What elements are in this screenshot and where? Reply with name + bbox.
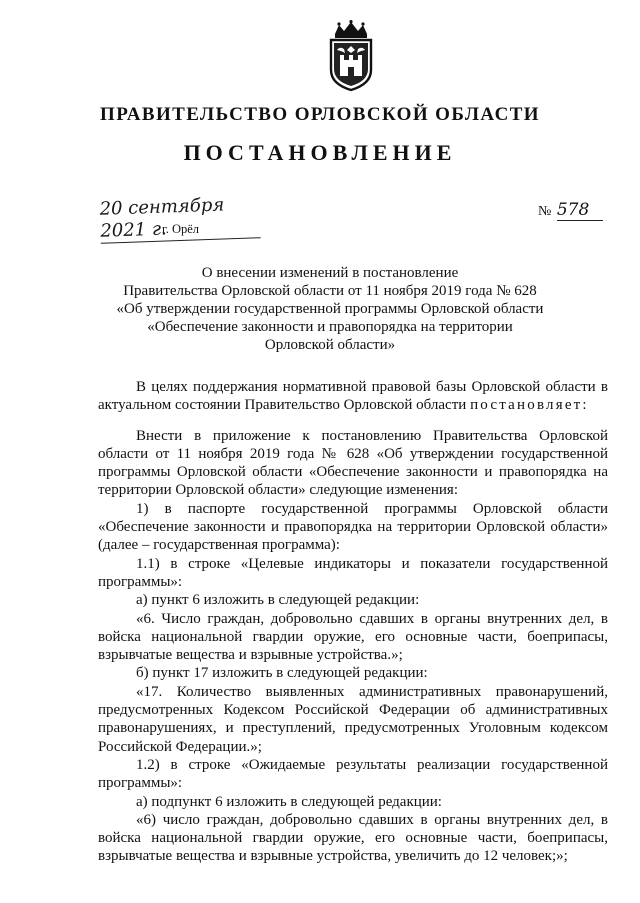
subject-line: О внесении изменений в постановление bbox=[201, 265, 459, 281]
subject-line: «Об утверждении государственной программы Орловской области bbox=[116, 301, 544, 317]
document-number bbox=[538, 200, 618, 221]
body-paragraph: «17. Количество выявленных административных правонарушений, предусмотренных Кодексом Российской Федерации об административных правонарушениях, и преступлений, предусмотренных Уголовным кодексом Российской Федерации.»; bbox=[98, 683, 608, 755]
body-paragraph: 1.2) в строке «Ожидаемые результаты реализации государственной программы»: bbox=[98, 756, 608, 792]
resolves-word: постановляет: bbox=[470, 397, 589, 414]
body-paragraph: б) пункт 17 изложить в следующей редакции: bbox=[136, 665, 428, 682]
subject-line: Орловской области» bbox=[264, 337, 396, 353]
preamble-paragraph bbox=[98, 378, 608, 415]
body-paragraph: 1.1) в строке «Целевые индикаторы и показатели государственной программы»: bbox=[98, 555, 608, 590]
body-paragraph: а) подпункт 6 изложить в следующей редакции: bbox=[136, 793, 442, 810]
resolution-subject bbox=[110, 264, 550, 354]
body-paragraph: «6. Число граждан, добровольно сдавших в органы внутренних дел, в войска национальной гвардии оружие, его основные части, боеприпасы, взрывчатые вещества и взрывные устройства.»; bbox=[98, 610, 608, 664]
document-type-title: ПОСТАНОВЛЕНИЕ bbox=[183, 140, 457, 165]
subject-line: «Обеспечение законности и правопорядка на территории bbox=[147, 319, 513, 335]
city-label: г. Орёл bbox=[162, 222, 200, 236]
coat-of-arms-icon bbox=[326, 20, 376, 92]
preamble-text: В целях поддержания нормативной правовой базы Орловской области в актуальном состоянии Правительство Орловской области bbox=[98, 379, 608, 414]
body-paragraph: «6) число граждан, добровольно сдавших в органы внутренних дел, в войска национальной гвардии оружие, его основные части, боеприпасы, взрывчатые вещества и взрывные устройства, увеличить до 12 человек;»; bbox=[98, 811, 608, 865]
body-paragraph: Внести в приложение к постановлению Правительства Орловской области от 11 ноября 2019 года № 628 «Об утверждении государственной программы Орловской области «Обеспечение законности и правопорядка на территории Орловской области» следующие изменения: bbox=[98, 427, 608, 499]
subject-line: Правительства Орловской области от 11 ноября 2019 года № 628 bbox=[123, 283, 537, 299]
number-sign: № bbox=[538, 204, 552, 219]
handwritten-date: 20 сентября 2021 г. bbox=[99, 193, 260, 244]
body-paragraph: 1) в паспорте государственной программы Орловской области «Обеспечение законности и правопорядка на территории Орловской области» (далее – государственная программа): bbox=[98, 500, 608, 554]
government-title: ПРАВИТЕЛЬСТВО ОРЛОВСКОЙ ОБЛАСТИ bbox=[100, 104, 540, 125]
resolution-body bbox=[98, 378, 608, 866]
handwritten-number: 578 bbox=[557, 200, 603, 221]
body-paragraph: а) пункт 6 изложить в следующей редакции: bbox=[136, 592, 420, 609]
